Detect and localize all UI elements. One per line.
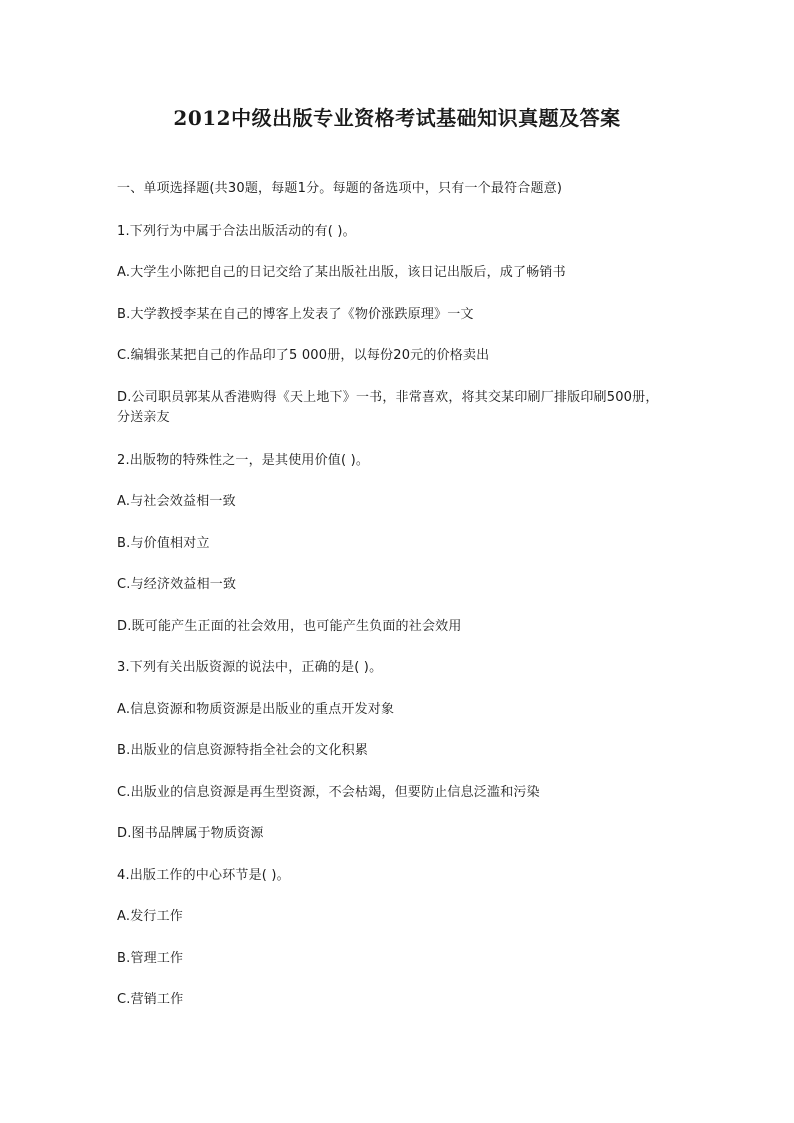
document-title: 2012中级出版专业资格考试基础知识真题及答案 [173,106,621,130]
section-heading: 一、单项选择题(共30题，每题1分。每题的备选项中，只有一个最符合题意) [117,181,563,196]
question-3-option-c: C.出版业的信息资源是再生型资源，不会枯竭，但要防止信息泛滥和污染 [117,785,540,800]
question-1-option-c: C.编辑张某把自己的作品印了5 000册，以每份20元的价格卖出 [117,348,490,363]
question-1-option-b: B.大学教授李某在自己的博客上发表了《物价涨跌原理》一文 [117,307,474,322]
question-1-option-a: A.大学生小陈把自己的日记交给了某出版社出版，该日记出版后，成了畅销书 [117,265,566,280]
question-3-option-b: B.出版业的信息资源特指全社会的文化积累 [117,743,369,758]
question-3-option-a: A.信息资源和物质资源是出版业的重点开发对象 [117,702,395,717]
question-3-option-d: D.图书品牌属于物质资源 [117,826,264,841]
question-1-option-d: D.公司职员郭某从香港购得《天上地下》一书，非常喜欢，将其交某印刷厂排版印刷500册，分送亲友 [117,390,659,425]
question-3-stem: 3.下列有关出版资源的说法中，正确的是( )。 [117,660,383,675]
question-4-option-c: C.营销工作 [117,992,184,1007]
question-2-stem: 2.出版物的特殊性之一，是其使用价值( )。 [117,453,370,468]
question-2-option-b: B.与价值相对立 [117,536,210,551]
question-4-option-a: A.发行工作 [117,909,183,924]
question-2-option-d: D.既可能产生正面的社会效用，也可能产生负面的社会效用 [117,619,462,634]
question-2-option-a: A.与社会效益相一致 [117,494,236,509]
question-1-stem: 1.下列行为中属于合法出版活动的有( )。 [117,224,356,239]
question-2-option-c: C.与经济效益相一致 [117,577,237,592]
question-4-option-b: B.管理工作 [117,951,184,966]
question-4-stem: 4.出版工作的中心环节是( )。 [117,868,290,883]
